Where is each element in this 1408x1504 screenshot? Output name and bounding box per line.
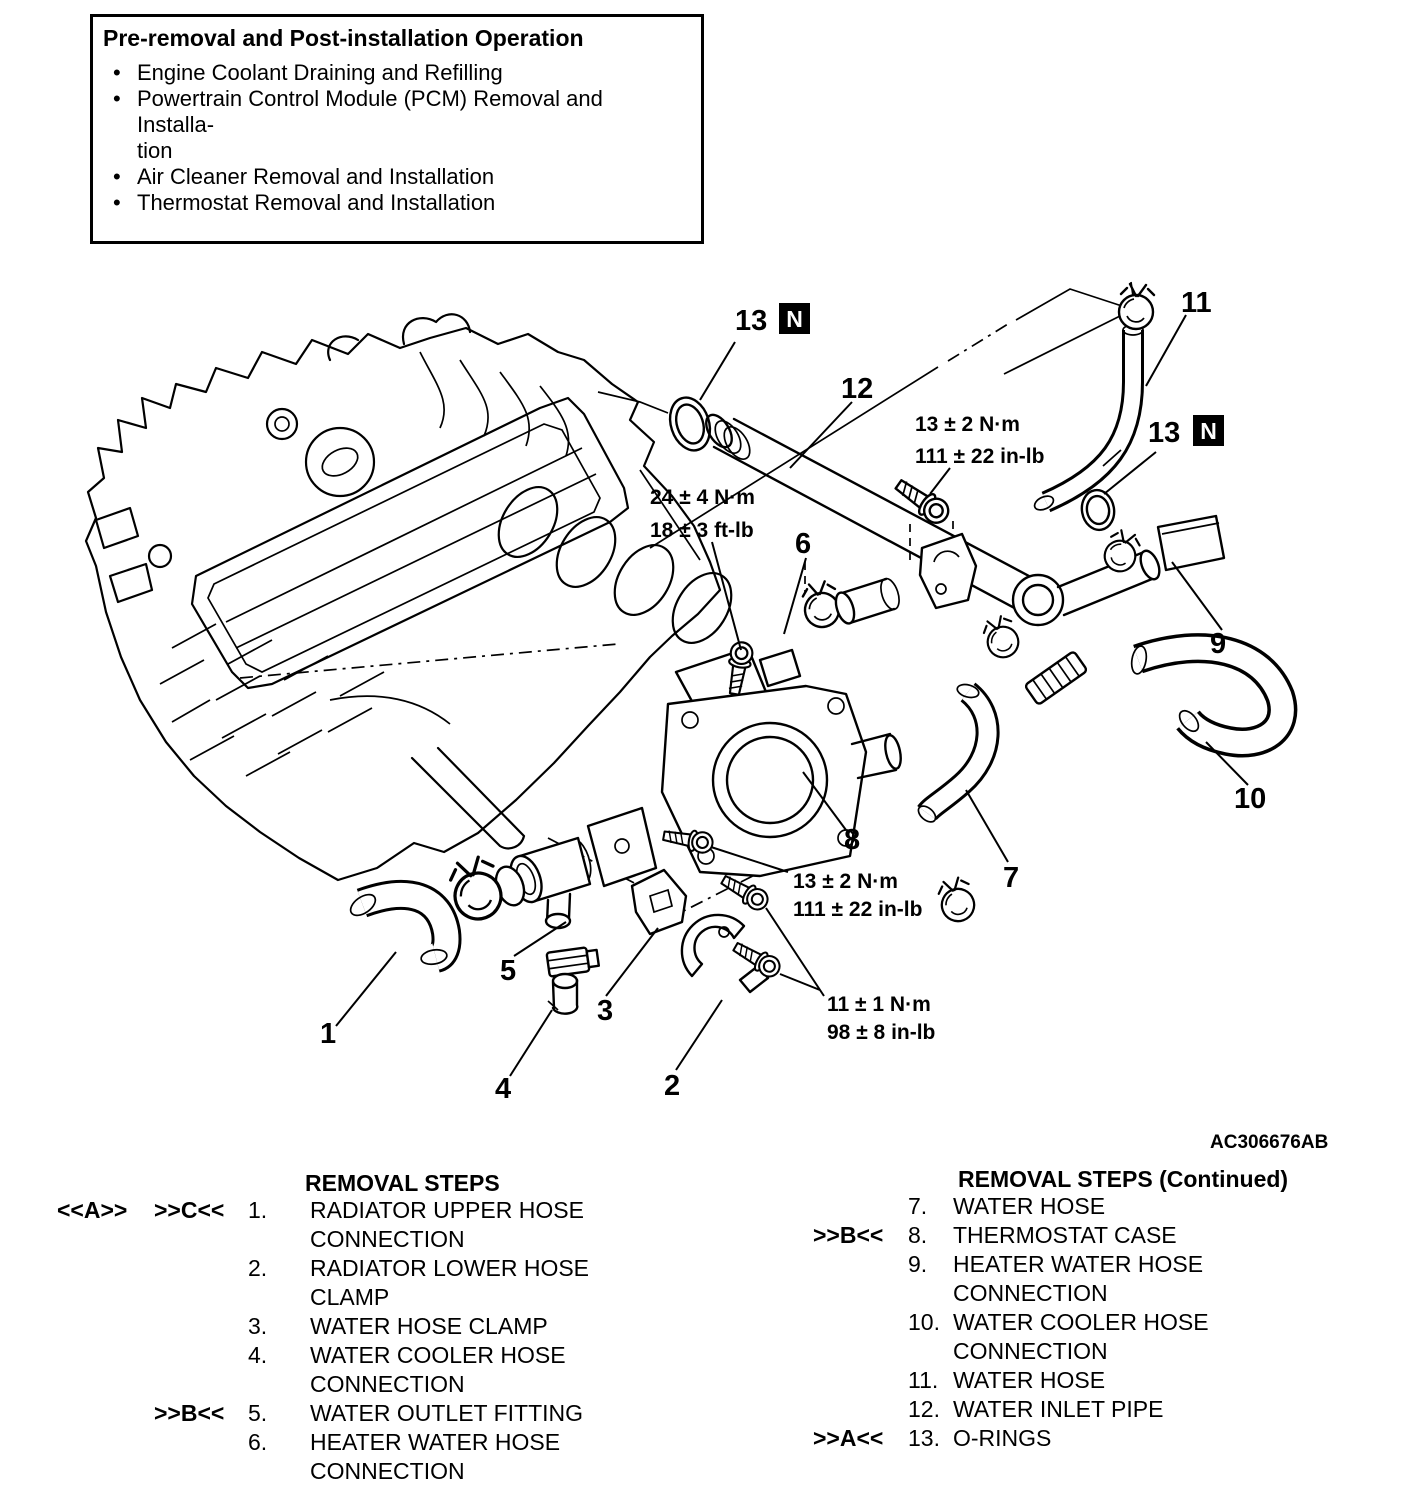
step-row — [813, 1221, 1293, 1250]
torque-fitting-inlb: 111 ± 22 in-lb — [793, 898, 923, 921]
water-cooler-hose — [1130, 645, 1283, 742]
op-marker-a: >>A<< — [813, 1425, 884, 1451]
o-ring — [664, 392, 717, 455]
callout-8: 8 — [844, 824, 861, 856]
removal-steps-list-continued — [813, 1166, 1293, 1453]
callout-13a: 13 — [735, 305, 768, 337]
callout-1: 1 — [320, 1018, 337, 1050]
torque-case-ftlb: 18 ± 3 ft-lb — [650, 519, 754, 542]
step-number: 13. — [908, 1425, 940, 1451]
pre-box-bullet — [113, 86, 701, 164]
pre-box-bullet — [113, 164, 701, 190]
removal-steps-list — [57, 1170, 617, 1486]
step-text: WATER COOLER HOSE CONNECTION — [953, 1309, 1209, 1364]
callout-13b: 13 — [1148, 417, 1181, 449]
bullet-text: Thermostat Removal and Installation — [137, 190, 496, 215]
callout-10: 10 — [1234, 783, 1267, 815]
new-part-badge-letter: N — [1200, 418, 1217, 444]
bullet-icon: • — [113, 164, 121, 189]
callout-7: 7 — [1003, 862, 1020, 894]
step-number: 8. — [908, 1222, 928, 1248]
bullet-text: Air Cleaner Removal and Installation — [137, 164, 495, 189]
spring-clamp-icon — [934, 874, 980, 926]
step-row — [813, 1192, 1293, 1221]
exploded-coolant-diagram — [0, 255, 1408, 1160]
step-text: WATER HOSE — [953, 1193, 1106, 1219]
step-row — [57, 1312, 617, 1341]
step-number: 1. — [248, 1197, 268, 1223]
removal-steps-title: REMOVAL STEPS — [305, 1170, 500, 1196]
step-row — [813, 1424, 1293, 1453]
callout-4: 4 — [495, 1073, 512, 1105]
callout-11: 11 — [1181, 287, 1212, 319]
pre-box-title: Pre-removal and Post-installation Operation — [103, 25, 584, 51]
step-text: RADIATOR UPPER HOSE CONNECTION — [310, 1197, 584, 1252]
step-number: 5. — [248, 1400, 268, 1426]
step-text: O-RINGS — [953, 1425, 1052, 1451]
callout-5: 5 — [500, 955, 517, 987]
step-row — [813, 1395, 1293, 1424]
step-number: 11. — [908, 1367, 939, 1393]
o-ring — [1079, 488, 1117, 533]
step-row — [813, 1250, 1293, 1308]
step-number: 9. — [908, 1251, 928, 1277]
torque-pipe-nm: 13 ± 2 N·m — [915, 413, 1020, 436]
step-number: 3. — [248, 1313, 268, 1339]
step-number: 4. — [248, 1342, 268, 1368]
torque-pipe-inlb: 111 ± 22 in-lb — [915, 445, 1045, 468]
step-text: WATER HOSE — [953, 1367, 1106, 1393]
step-number: 12. — [908, 1396, 940, 1422]
heater-hose-sleeve — [832, 576, 902, 625]
op-marker-c: >>C<< — [154, 1197, 225, 1223]
torque-fitting-nm: 13 ± 2 N·m — [793, 870, 898, 893]
step-number: 2. — [248, 1255, 268, 1281]
callout-12: 12 — [841, 373, 874, 405]
spring-clamp-icon — [1119, 284, 1154, 329]
step-text: HEATER WATER HOSE CONNECTION — [953, 1251, 1204, 1306]
water-hose-clamp — [547, 946, 600, 977]
step-text: WATER COOLER HOSE CONNECTION — [310, 1342, 566, 1397]
step-row — [57, 1196, 617, 1254]
pre-box-bullet — [113, 60, 701, 86]
bullet-icon: • — [113, 190, 121, 215]
figure-code: AC306676AB — [1210, 1132, 1329, 1153]
step-text: THERMOSTAT CASE — [953, 1222, 1177, 1248]
callout-2: 2 — [664, 1070, 681, 1102]
step-row — [57, 1254, 617, 1312]
torque-case-nm: 24 ± 4 N·m — [650, 486, 755, 509]
step-number: 7. — [908, 1193, 928, 1219]
op-marker-b: >>B<< — [154, 1400, 225, 1426]
new-part-badge-letter: N — [786, 306, 803, 332]
step-row — [57, 1428, 617, 1486]
spring-clamp-icon — [978, 612, 1024, 662]
step-text: WATER OUTLET FITTING — [310, 1400, 584, 1426]
step-number: 6. — [248, 1429, 268, 1455]
step-row — [57, 1341, 617, 1399]
callout-9: 9 — [1210, 628, 1227, 660]
pre-removal-box — [90, 14, 704, 244]
pre-box-bullet — [113, 190, 701, 216]
engine-block-drawing — [86, 314, 743, 880]
bullet-icon: • — [113, 86, 121, 111]
water-hose-7 — [915, 682, 987, 825]
callout-6: 6 — [795, 528, 812, 560]
bolt-icon — [718, 871, 771, 913]
water-hose-11 — [1032, 325, 1143, 513]
step-row — [813, 1308, 1293, 1366]
torque-bracket-inlb: 98 ± 8 in-lb — [827, 1021, 936, 1044]
step-text: HEATER WATER HOSE CONNECTION — [310, 1429, 561, 1484]
bullet-text-wrap: tion — [137, 138, 173, 163]
water-outlet-fitting — [505, 808, 656, 928]
step-text: WATER INLET PIPE — [953, 1396, 1164, 1422]
step-text: RADIATOR LOWER HOSE CLAMP — [310, 1255, 590, 1310]
torque-bracket-nm: 11 ± 1 N·m — [827, 993, 931, 1016]
bullet-icon: • — [113, 60, 121, 85]
water-cooler-hose-connection-stub — [548, 974, 577, 1014]
removal-steps-title-continued: REMOVAL STEPS (Continued) — [958, 1166, 1289, 1192]
step-row — [813, 1366, 1293, 1395]
callout-3: 3 — [597, 995, 614, 1027]
op-marker-b: >>B<< — [813, 1222, 884, 1248]
step-number: 10. — [908, 1309, 940, 1335]
op-marker-a: <<A>> — [57, 1197, 128, 1223]
step-row — [57, 1399, 617, 1428]
step-text: WATER HOSE CLAMP — [310, 1313, 548, 1339]
bullet-text: Engine Coolant Draining and Refilling — [137, 60, 503, 85]
clamp-bracket — [632, 870, 686, 934]
ribbed-nipple-fitting — [1025, 651, 1088, 705]
bullet-text: Powertrain Control Module (PCM) Removal and Installa- — [137, 86, 603, 137]
radiator-upper-hose — [347, 890, 448, 966]
